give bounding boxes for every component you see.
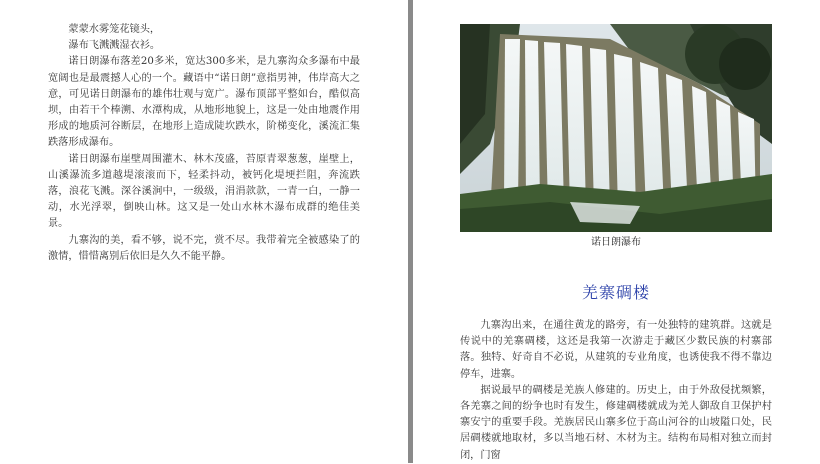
paragraph: 诺日朗瀑布落差20多米，宽达300多米，是九寨沟众多瀑布中最宽阔也是最震撼人心的一个。藏语中“诺日朗”意指男神，伟岸高大之意，可见诺日朗瀑布的雄伟壮观与宽广。瀑布顶部平整如台，酷似高坝，由若干个棒溯、水潭构成，从地形地貌上，这是一处由地震作用形成的地质河谷断层，在地形上造成陡坎跌水，阶梯变化，溪流汇集跌落形成瀑布。 — [48, 56, 360, 149]
paragraph: 据说最早的碉楼是羌族人修建的。历史上，由于外敌侵扰频繁，各羌寨之间的纷争也时有发生，修建碉楼就成为羌人御敌自卫保护村寨安宁的重要手段。羌族居民山寨多位于高山河谷的山坡隘口处，民居碉楼就地取材，多以当地石材、木材为主。结构布局相对独立而封闭，门窗 — [460, 384, 772, 461]
right-page-text — [460, 318, 772, 464]
photo-caption: 诺日朗瀑布 — [591, 237, 641, 248]
waterfall-photo — [460, 24, 772, 232]
paragraph: 九寨沟出来，在通往黄龙的路旁，有一处独特的建筑群。这就是传说中的羌寨碉楼，这还是我第一次游走于藏区少数民族的村寨部落。独特、好奇自不必说，从建筑的专业角度，也诱使我不得不靠边停车，进寨。 — [460, 320, 772, 380]
left-page-text — [48, 22, 360, 265]
section-title: 羌寨碉楼 — [581, 283, 650, 302]
paragraph: 九寨沟的美，看不够，说不完，赏不尽。我带着完全被感染了的激情，惜惜离别后依旧是久久不能平静。 — [48, 234, 360, 262]
paragraph: 诺日朗瀑布崖壁周围灌木、林木茂盛，苔原青翠葱葱，崖壁上，山溪瀑流多道越堤滚滚而下，轻柔抖动，被钙化堤埂拦阻，奔流跌落，浪花飞溅。深谷溪涧中，一级级，涓涓款款，一青一白，一静一动，水光浮翠，倒映山林。这又是一处山水林木瀑布成群的绝佳美景。 — [48, 153, 360, 230]
verse-line: 瀑布飞溅溅湿衣衫。 — [68, 40, 161, 52]
verse-line: 蒙蒙水雾笼花镜头， — [68, 24, 161, 35]
